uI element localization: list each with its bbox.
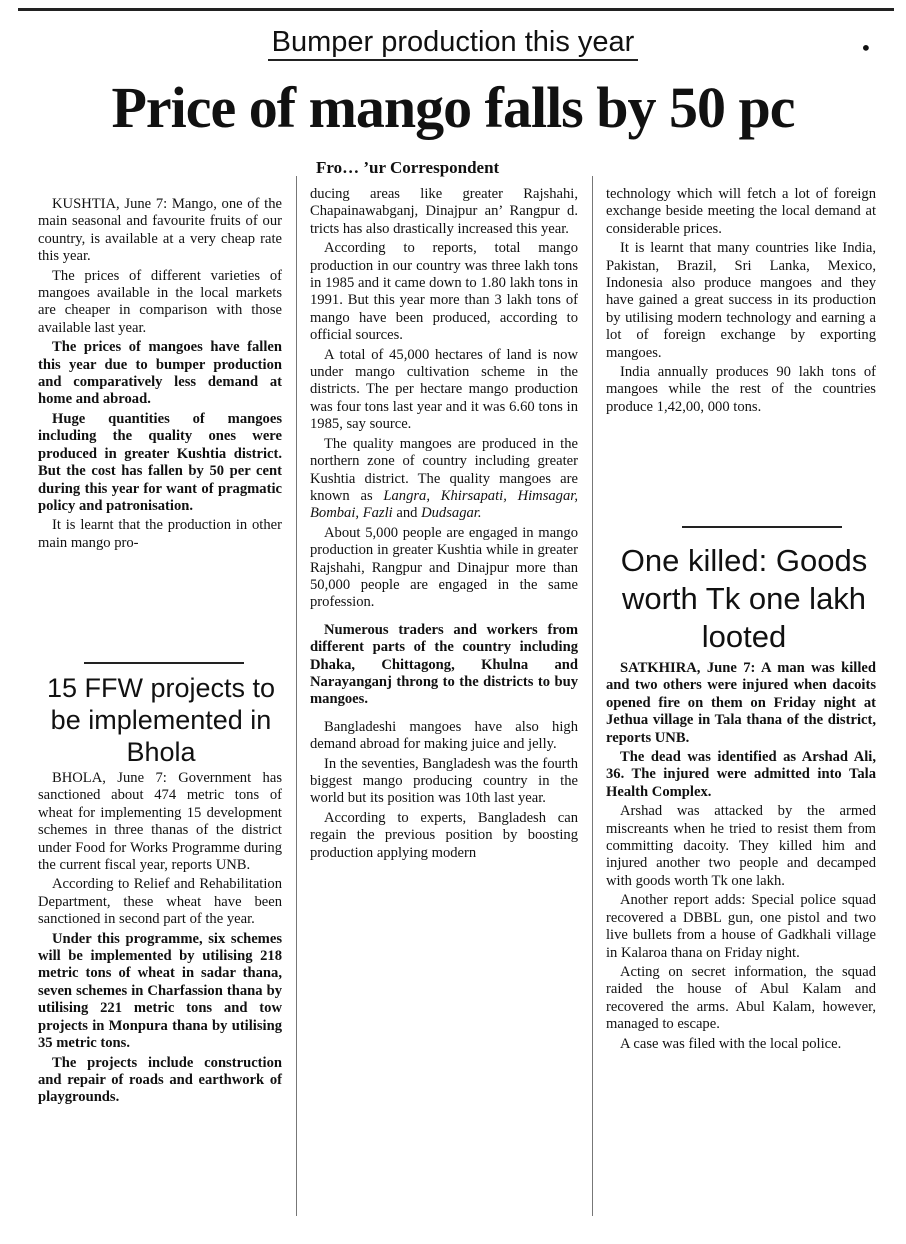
paragraph-text: The quality mangoes are produced in the northern zone of country including greater Kushtia district. The quality mangoes are known as	[310, 435, 578, 504]
paragraph: A case was filed with the local police.	[620, 1035, 842, 1052]
and-word: and	[396, 505, 418, 522]
mango-story-col2	[310, 186, 578, 864]
paragraph: BHOLA, June 7: Government has sanctioned about 474 metric tons of wheat for implementing 15 development schemes in three thanas of the district under Food for Works Programme during the current fiscal year, reports UNB.	[38, 770, 282, 874]
section-rule	[682, 526, 842, 528]
killed-story-body	[606, 660, 876, 1055]
paragraph: India annually produces 90 lakh tons of mangoes while the rest of the countries produce 1,42,00, 000 tons.	[606, 364, 876, 415]
paragraph: The prices of mangoes have fallen this year due to bumper production and comparatively less demand at home and abroad.	[38, 339, 282, 408]
bullet-mark: •	[860, 36, 872, 60]
ffw-story-body	[38, 770, 282, 1109]
top-rule	[18, 8, 894, 11]
mango-varieties: Langra, Khirsapati, Himsagar, Bombai, Fazli	[310, 487, 578, 522]
headline: Price of mango falls by 50 pc	[111, 75, 795, 140]
ffw-headline: 15 FFW projects to be implemented in Bhola	[46, 673, 276, 767]
byline: Fro… ’ur Correspondent	[316, 158, 500, 177]
paragraph: technology which will fetch a lot of foreign exchange beside meeting the local demand at considerable prices.	[606, 186, 876, 237]
paragraph: ducing areas like greater Rajshahi, Chapainawabganj, Dinajpur an’ Rangpur d. tricts has also drastically increased this year.	[310, 186, 578, 237]
section-rule	[84, 662, 244, 664]
paragraph: KUSHTIA, June 7: Mango, one of the main seasonal and favourite fruits of our country, is available at a very cheap rate this year.	[38, 196, 282, 265]
paragraph: The projects include construction and repair of roads and earthwork of playgrounds.	[38, 1054, 282, 1106]
paragraph: A total of 45,000 hectares of land is now under mango cultivation scheme in the districts. The per hectare mango production was four tons last year and it was 6.60 tons in 1985, say source.	[310, 346, 578, 433]
paragraph: Acting on secret information, the squad raided the house of Abul Kalam and recovered the arms. Abul Kalam, however, managed to escape.	[606, 963, 876, 1033]
paragraph: The prices of different varieties of mangoes available in the local markets are cheaper in comparison with those available last year.	[38, 267, 282, 336]
paragraph: About 5,000 people are engaged in mango production in greater Kushtia while in greater Rajshahi, Rangpur and Dinajpur more than 50,000 people are engaged in the same profession.	[310, 524, 578, 611]
paragraph: Huge quantities of mangoes including the quality ones were produced in greater Kushtia district. But the cost has fallen by 50 per cent during this year for want of pragmatic policy and patronisation.	[38, 410, 282, 514]
paragraph: Bangladeshi mangoes have also high demand abroad for making juice and jelly.	[310, 718, 578, 753]
paragraph: It is learnt that the production in other main mango pro-	[38, 517, 282, 551]
paragraph: In the seventies, Bangladesh was the fourth biggest mango producing country in the world but its position was 10th last year.	[310, 755, 578, 807]
paragraph: Under this programme, six schemes will be implemented by utilising 218 metric tons of wheat in sadar thana, seven schemes in Charfassion thana by utilising 221 metric tons and tow projects in Monpura thana by utilising 35 metric tons.	[38, 930, 282, 1052]
paragraph	[310, 436, 578, 523]
paragraph: It is learnt that many countries like India, Pakistan, Brazil, Sri Lanka, Mexico, Indonesia also produce mangoes and they have gained a great success in its production by utilising modern technology and earning a lot of foreign exchange by exporting mangoes.	[606, 240, 876, 361]
mango-story-col3	[606, 186, 876, 418]
kicker	[0, 26, 906, 59]
mango-story-col1	[38, 196, 282, 554]
paragraph: Another report adds: Special police squad recovered a DBBL gun, one pistol and two live bullets from a house of Gadkhali village in Kalaroa thana on Friday night.	[606, 892, 876, 961]
paragraph: According to reports, total mango production in our country was three lakh tons in 1985 and it came down to 1.80 lakh tons in 1991. But this year more than 3 lakh tons of mango have been produced, according to official sources.	[310, 240, 578, 344]
paragraph: According to Relief and Rehabilitation Department, these wheat have been sanctioned in second part of the year.	[38, 876, 282, 928]
column-divider	[296, 176, 297, 1216]
paragraph: Arshad was attacked by the armed miscreants when he tried to resist them from committing dacoity. They killed him and injured another two people and decamped with goods worth Tk one lakh.	[606, 803, 876, 889]
paragraph: Numerous traders and workers from different parts of the country including Dhaka, Chittagong, Khulna and Narayanganj throng to the districts to buy mangoes.	[310, 621, 578, 708]
mango-variety-last: Dudsagar.	[421, 505, 482, 522]
paragraph: According to experts, Bangladesh can regain the previous position by boosting production applying modern	[310, 809, 578, 861]
paragraph: SATKHIRA, June 7: A man was killed and two others were injured when dacoits opened fire on them on Friday night at Jethua village in Tala thana of the district, reports UNB.	[606, 660, 876, 746]
killed-headline: One killed: Goods worth Tk one lakh looted	[620, 543, 868, 654]
column-divider	[592, 176, 593, 1216]
kicker-text: Bumper production this year	[268, 26, 639, 61]
paragraph: The dead was identified as Arshad Ali, 36. The injured were admitted into Tala Health Complex.	[606, 749, 876, 800]
